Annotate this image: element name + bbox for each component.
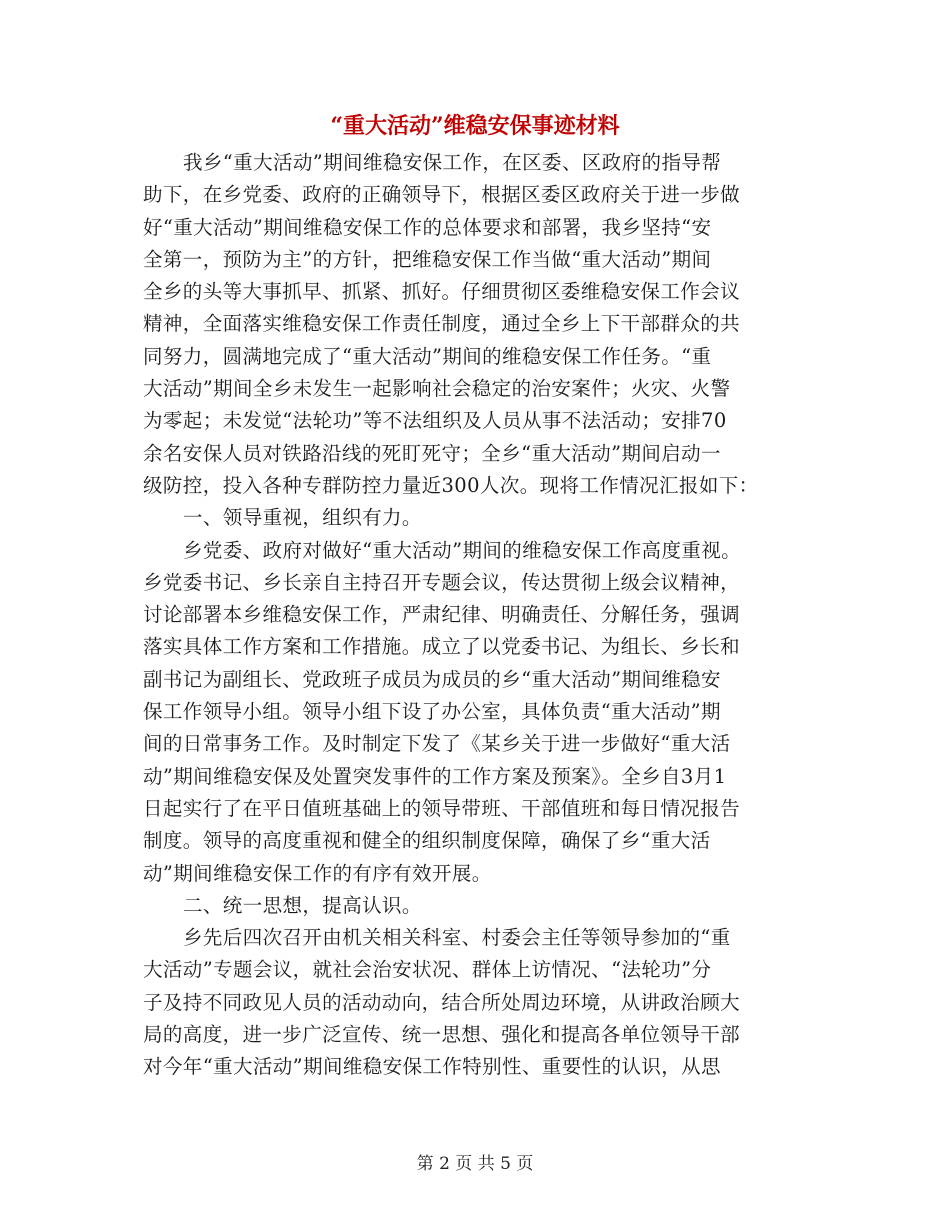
text-line: 同努力，圆满地完成了“重大活动”期间的维稳安保工作任务。“重 (143, 344, 712, 368)
text-line: 制度。领导的高度重视和健全的组织制度保障，确保了乡“重大活 (143, 829, 711, 853)
paragraph (143, 922, 815, 1083)
paragraph (143, 535, 815, 890)
page-footer: 第 2 页 共 5 页 (416, 1154, 534, 1174)
document-body (143, 147, 815, 1084)
text-line: 我乡“重大活动”期间维稳安保工作，在区委、区政府的指导帮 (183, 151, 722, 174)
text-line: 助下，在乡党委、政府的正确领导下，根据区委区政府关于进一步做 (143, 183, 741, 207)
paragraph (143, 502, 815, 534)
text-line: 动”期间维稳安保工作的有序有效开展。 (143, 861, 492, 885)
text-line: 日起实行了在平日值班基础上的领导带班、干部值班和每日情况报告 (143, 796, 741, 820)
paragraph (143, 147, 815, 502)
text-line: 乡党委书记、乡长亲自主持召开专题会议，传达贯彻上级会议精神， (143, 570, 741, 594)
document-title: “重大活动”维稳安保事迹材料 (330, 113, 620, 139)
text-line: 级防控，投入各种专群防控力量近300人次。现将工作情况汇报如下： (143, 473, 759, 497)
text-line: 大活动”期间全乡未发生一起影响社会稳定的治安案件；火灾、火警 (143, 377, 731, 401)
text-line: 大活动”专题会议，就社会治安状况、群体上访情况、“法轮功”分 (143, 958, 712, 982)
text-line: 全乡的头等大事抓早、抓紧、抓好。仔细贯彻区委维稳安保工作会议 (143, 280, 741, 304)
text-line: 一、领导重视，组织有力。 (183, 506, 422, 530)
text-line: 乡先后四次召开由机关相关科室、村委会主任等领导参加的“重 (183, 926, 731, 950)
text-line: 落实具体工作方案和工作措施。成立了以党委书记、为组长、乡长和 (143, 635, 741, 659)
text-line: 精神，全面落实维稳安保工作责任制度，通过全乡上下干部群众的共 (143, 312, 741, 336)
text-line: 动”期间维稳安保及处置突发事件的工作方案及预案》。全乡自3月1 (143, 764, 727, 788)
text-line: 二、统一思想，提高认识。 (183, 893, 422, 917)
text-line: 全第一，预防为主”的方针，把维稳安保工作当做“重大活动”期间 (143, 247, 712, 271)
text-line: 副书记为副组长、党政班子成员为成员的乡“重大活动”期间维稳安 (143, 667, 721, 691)
text-line: 为零起；未发觉“法轮功”等不法组织及人员从事不法活动；安排70 (143, 409, 727, 433)
text-line: 局的高度，进一步广泛宣传、统一思想、强化和提高各单位领导干部 (143, 1023, 741, 1047)
text-line: 乡党委、政府对做好“重大活动”期间的维稳安保工作高度重视。 (183, 538, 742, 562)
text-line: 讨论部署本乡维稳安保工作，严肃纪律、明确责任、分解任务，强调 (143, 603, 741, 627)
text-line: 对今年“重大活动”期间维稳安保工作特别性、重要性的认识，从思 (143, 1055, 721, 1079)
text-line: 余名安保人员对铁路沿线的死盯死守；全乡“重大活动”期间启动一 (143, 441, 721, 465)
paragraph (143, 890, 815, 922)
text-line: 子及持不同政见人员的活动动向，结合所处周边环境，从讲政治顾大 (143, 990, 741, 1014)
text-line: 好“重大活动”期间维稳安保工作的总体要求和部署，我乡坚持“安 (143, 215, 712, 239)
text-line: 间的日常事务工作。及时制定下发了《某乡关于进一步做好“重大活 (143, 732, 731, 756)
text-line: 保工作领导小组。领导小组下设了办公室，具体负责“重大活动”期 (143, 700, 721, 724)
